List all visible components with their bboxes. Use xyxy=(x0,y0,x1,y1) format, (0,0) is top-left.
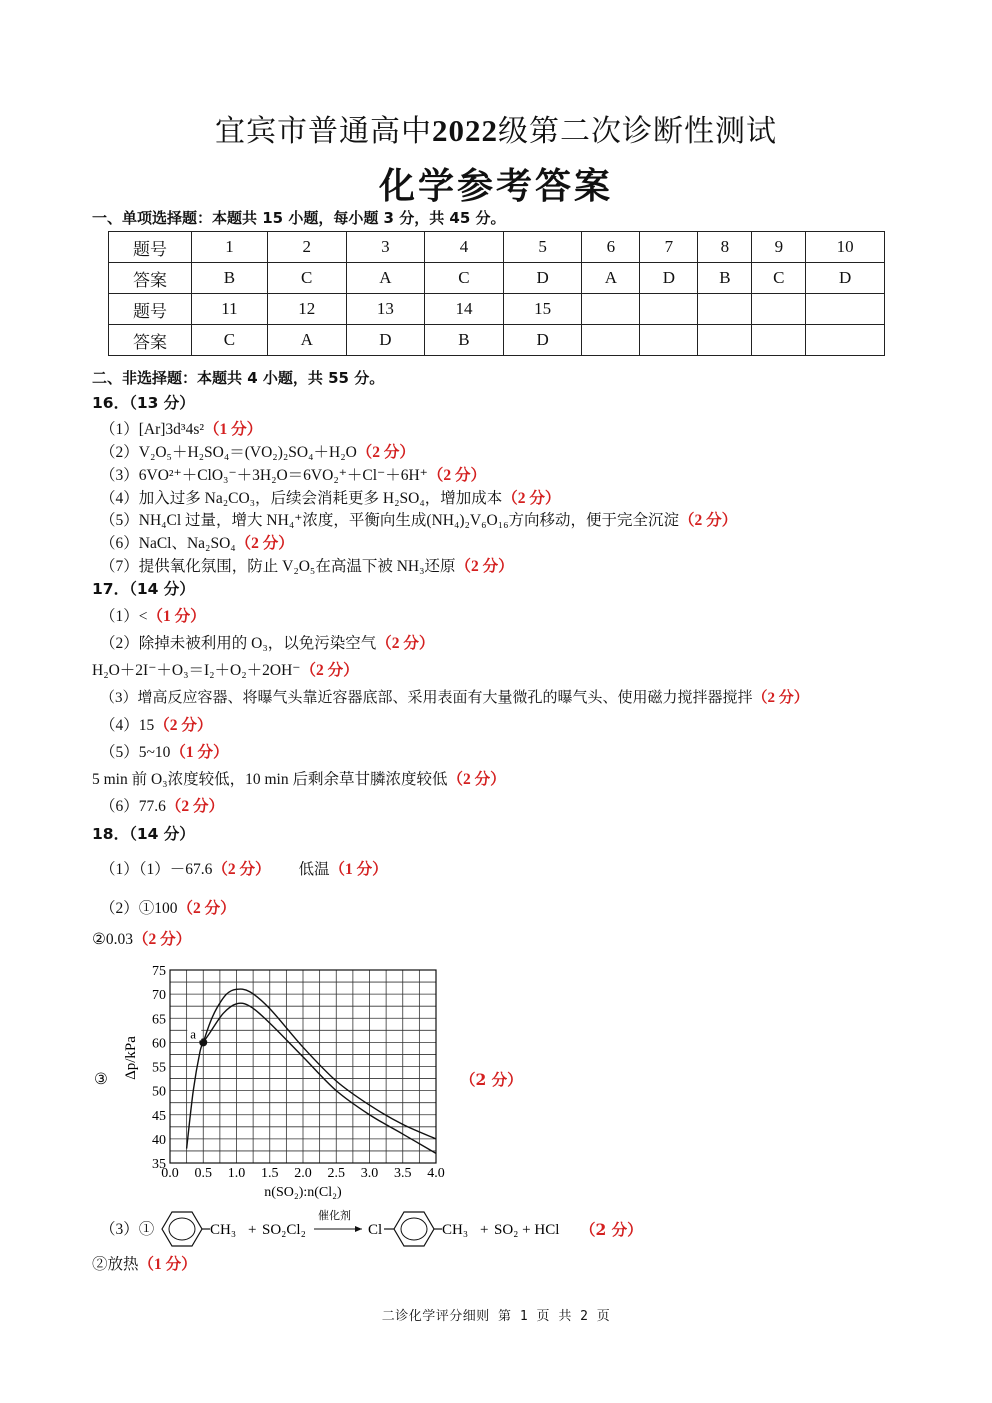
arrow-head-icon xyxy=(355,1226,362,1232)
table-row xyxy=(109,263,885,294)
score: （2 分） xyxy=(154,717,213,734)
products: SO₂ + HCl xyxy=(494,1222,560,1238)
question-number-cell: 13 xyxy=(346,294,425,325)
y-tick-label: 40 xyxy=(152,1132,166,1148)
answer-cell: C xyxy=(425,263,504,294)
answer-cell: D xyxy=(503,325,582,356)
answer-text: （1）（1）－67.6 xyxy=(100,861,213,878)
q18-line3-score: （2 分） xyxy=(580,1220,643,1239)
title-year: 2022 xyxy=(432,113,498,148)
answer-cell: C xyxy=(752,263,806,294)
answer-text: （3）6VO²⁺＋ClO₃⁻＋3H₂O＝6VO₂⁺＋Cl⁻＋6H⁺ xyxy=(100,467,428,484)
score: （2 分） xyxy=(235,535,294,552)
x-axis-label: n(SO₂):n(Cl₂) xyxy=(264,1185,342,1200)
q16-line6 xyxy=(100,533,294,555)
score: （2 分） xyxy=(679,512,738,529)
question-number-cell: 6 xyxy=(582,232,640,263)
q17-line2b xyxy=(92,660,359,682)
q18-line4 xyxy=(92,1254,197,1276)
answer-cell: C xyxy=(192,325,268,356)
answer-text: （5）NH₄Cl 过量，增大 NH₄⁺浓度，平衡向生成(NH₄)₂V₆O₁₆方向移动，便于完全沉淀 xyxy=(100,512,680,529)
section2-heading: 二、非选择题：本题共 4 小题，共 55 分。 xyxy=(92,369,385,387)
answer-text: （2）除掉未被利用的 O₃，以免污染空气 xyxy=(100,635,377,652)
chlorine-atom: Cl xyxy=(368,1222,383,1238)
score: （2 分） xyxy=(752,690,809,706)
x-tick-label: 2.5 xyxy=(327,1166,345,1181)
y-tick-label: 50 xyxy=(152,1084,166,1100)
aromatic-circle xyxy=(401,1218,427,1240)
answer-text: （1）[Ar]3d³4s² xyxy=(100,421,205,438)
q17-line2 xyxy=(100,633,434,655)
row-label: 题号 xyxy=(109,232,192,263)
answer-cell: A xyxy=(267,325,346,356)
question-number-cell: 7 xyxy=(640,232,698,263)
answer-cell: A xyxy=(346,263,425,294)
question-number-cell xyxy=(698,294,752,325)
score: （2 分） xyxy=(376,635,435,652)
y-tick-label: 70 xyxy=(152,988,166,1004)
answer-text: （6）NaCl、Na₂SO₄ xyxy=(100,535,236,552)
question-number-cell: 9 xyxy=(752,232,806,263)
question-number-cell: 3 xyxy=(346,232,425,263)
chart-series xyxy=(187,989,436,1153)
q17-title: 17．（14 分） xyxy=(92,580,195,598)
question-number-cell: 10 xyxy=(806,232,885,263)
x-tick-label: 1.5 xyxy=(261,1166,279,1181)
x-tick-label: 1.0 xyxy=(227,1166,246,1181)
answer-cell: D xyxy=(806,263,885,294)
row-label: 答案 xyxy=(109,325,192,356)
q16-line4 xyxy=(100,488,560,510)
reaction-equation xyxy=(150,1207,620,1251)
question-number-cell: 5 xyxy=(503,232,582,263)
q17-line5b xyxy=(92,769,506,791)
question-number-cell: 2 xyxy=(267,232,346,263)
y-axis-label: Δp/kPa xyxy=(123,1036,139,1080)
aromatic-circle xyxy=(169,1218,195,1240)
section1-heading: 一、单项选择题：本题共 15 小题，每小题 3 分，共 45 分。 xyxy=(92,209,506,227)
table-row xyxy=(109,325,885,356)
methyl-group: CH₃ xyxy=(442,1222,469,1238)
score: （2 分） xyxy=(300,662,359,679)
q17-line5 xyxy=(100,742,229,764)
score: （1 分） xyxy=(170,744,229,761)
answer-cell xyxy=(698,325,752,356)
y-tick-label: 55 xyxy=(152,1060,166,1076)
y-tick-label: 65 xyxy=(152,1012,166,1028)
table-row xyxy=(109,294,885,325)
score: （1 分） xyxy=(204,421,263,438)
question-number-cell: 4 xyxy=(425,232,504,263)
answer-text: （7）提供氧化氛围，防止 V₂O₅在高温下被 NH₃还原 xyxy=(100,558,456,575)
x-tick-label: 3.5 xyxy=(394,1166,412,1181)
y-tick-label: 75 xyxy=(152,964,166,979)
question-number-cell xyxy=(752,294,806,325)
document-title xyxy=(0,106,992,150)
q17-line3 xyxy=(100,687,809,709)
answer-cell: D xyxy=(640,263,698,294)
x-tick-label: 2.0 xyxy=(294,1166,312,1181)
q17-line1 xyxy=(100,606,206,628)
benzene-ring-icon xyxy=(162,1212,202,1246)
document-subtitle: 化学参考答案 xyxy=(378,166,613,207)
q16-line1 xyxy=(100,419,262,441)
reagent: SO₂Cl₂ xyxy=(262,1222,306,1238)
question-number-cell: 15 xyxy=(503,294,582,325)
question-number-cell xyxy=(806,294,885,325)
q16-title: 16．（13 分） xyxy=(92,394,195,412)
benzene-ring-icon xyxy=(394,1212,434,1246)
q17-line6 xyxy=(100,796,224,818)
answer-text: （4）15 xyxy=(100,717,155,734)
y-tick-label: 35 xyxy=(152,1157,166,1172)
answer-text: 5 min 前 O₃浓度较低，10 min 后剩余草甘膦浓度较低 xyxy=(92,771,448,788)
score: （1 分） xyxy=(147,608,206,625)
plus-sign: + xyxy=(480,1222,489,1238)
x-tick-label: 3.0 xyxy=(360,1166,379,1181)
score: （2 分） xyxy=(212,861,271,878)
answer-cell: D xyxy=(346,325,425,356)
answer-text: （2）V₂O₅＋H₂SO₄＝(VO₂)₂SO₄＋H₂O xyxy=(100,444,357,461)
title-prefix: 宜宾市普通高中 xyxy=(215,114,432,149)
pressure-chart xyxy=(110,960,470,1200)
page-footer: 二诊化学评分细则 第 1 页 共 2 页 xyxy=(381,1309,611,1324)
score: （2 分） xyxy=(447,771,506,788)
answer-cell xyxy=(752,325,806,356)
answer-text: （5）5~10 xyxy=(100,744,171,761)
chart-grid xyxy=(170,970,436,1163)
score: （1 分） xyxy=(329,861,388,878)
q18-circle3: ③ xyxy=(94,1071,108,1088)
answer-cell xyxy=(806,325,885,356)
answer-cell: A xyxy=(582,263,640,294)
question-number-cell xyxy=(582,294,640,325)
question-number-cell: 11 xyxy=(192,294,268,325)
answer-text: ②0.03 xyxy=(92,931,134,948)
question-number-cell: 8 xyxy=(698,232,752,263)
q16-line2 xyxy=(100,442,415,464)
x-tick-label: 0.5 xyxy=(194,1166,212,1181)
answer-text: （6）77.6 xyxy=(100,798,166,815)
answer-cell: B xyxy=(192,263,268,294)
answer-table xyxy=(108,231,885,356)
score: （2 分） xyxy=(455,558,514,575)
question-number-cell: 12 xyxy=(267,294,346,325)
answer-text: 低温 xyxy=(298,861,330,878)
answer-text: H₂O＋2I⁻＋O₃＝I₂＋O₂＋2OH⁻ xyxy=(92,662,301,679)
answer-cell xyxy=(582,325,640,356)
point-annotation: a xyxy=(190,1026,197,1042)
answer-cell: D xyxy=(503,263,582,294)
q18-line2b xyxy=(92,929,191,951)
q16-line3 xyxy=(100,465,486,487)
answer-text: （1）< xyxy=(100,608,148,625)
score: （2 分） xyxy=(427,467,486,484)
question-number-cell xyxy=(640,294,698,325)
score: （2 分） xyxy=(502,490,561,507)
catalyst-label: 催化剂 xyxy=(318,1210,351,1222)
methyl-group: CH₃ xyxy=(210,1222,237,1238)
q18-line2 xyxy=(100,898,236,920)
answer-cell: C xyxy=(267,263,346,294)
x-tick-label: 0.0 xyxy=(161,1166,179,1181)
q18-chart-score: （2 分） xyxy=(460,1070,523,1089)
row-label: 题号 xyxy=(109,294,192,325)
x-tick-label: 4.0 xyxy=(427,1166,445,1181)
question-number-cell: 14 xyxy=(425,294,504,325)
score: （1 分） xyxy=(138,1256,197,1273)
score: （2 分） xyxy=(177,900,236,917)
q18-title: 18．（14 分） xyxy=(92,825,195,843)
answer-cell: B xyxy=(698,263,752,294)
answer-text: （4）加入过多 Na₂CO₃，后续会消耗更多 H₂SO₄，增加成本 xyxy=(100,490,503,507)
q16-line7 xyxy=(100,556,514,578)
score: （2 分） xyxy=(165,798,225,815)
question-number-cell: 1 xyxy=(192,232,268,263)
answer-cell xyxy=(640,325,698,356)
q16-line5 xyxy=(100,510,737,532)
y-tick-label: 45 xyxy=(152,1108,166,1124)
answer-text: （3）增高反应容器、将曝气头靠近容器底部、采用表面有大量微孔的曝气头、使用磁力搅拌器搅拌 xyxy=(100,690,753,706)
title-suffix: 级第二次诊断性测试 xyxy=(498,114,777,149)
table-row xyxy=(109,232,885,263)
q18-line3-label: （3）① xyxy=(100,1221,155,1238)
q17-line4 xyxy=(100,715,212,737)
answer-text: ②放热 xyxy=(92,1256,139,1273)
answer-cell: B xyxy=(425,325,504,356)
q18-line1 xyxy=(100,859,388,881)
score: （2 分） xyxy=(356,444,415,461)
score: （2 分） xyxy=(133,931,192,948)
answer-text: （2）①100 xyxy=(100,900,178,917)
y-tick-label: 60 xyxy=(152,1036,166,1052)
row-label: 答案 xyxy=(109,263,192,294)
plus-sign: + xyxy=(248,1222,257,1238)
